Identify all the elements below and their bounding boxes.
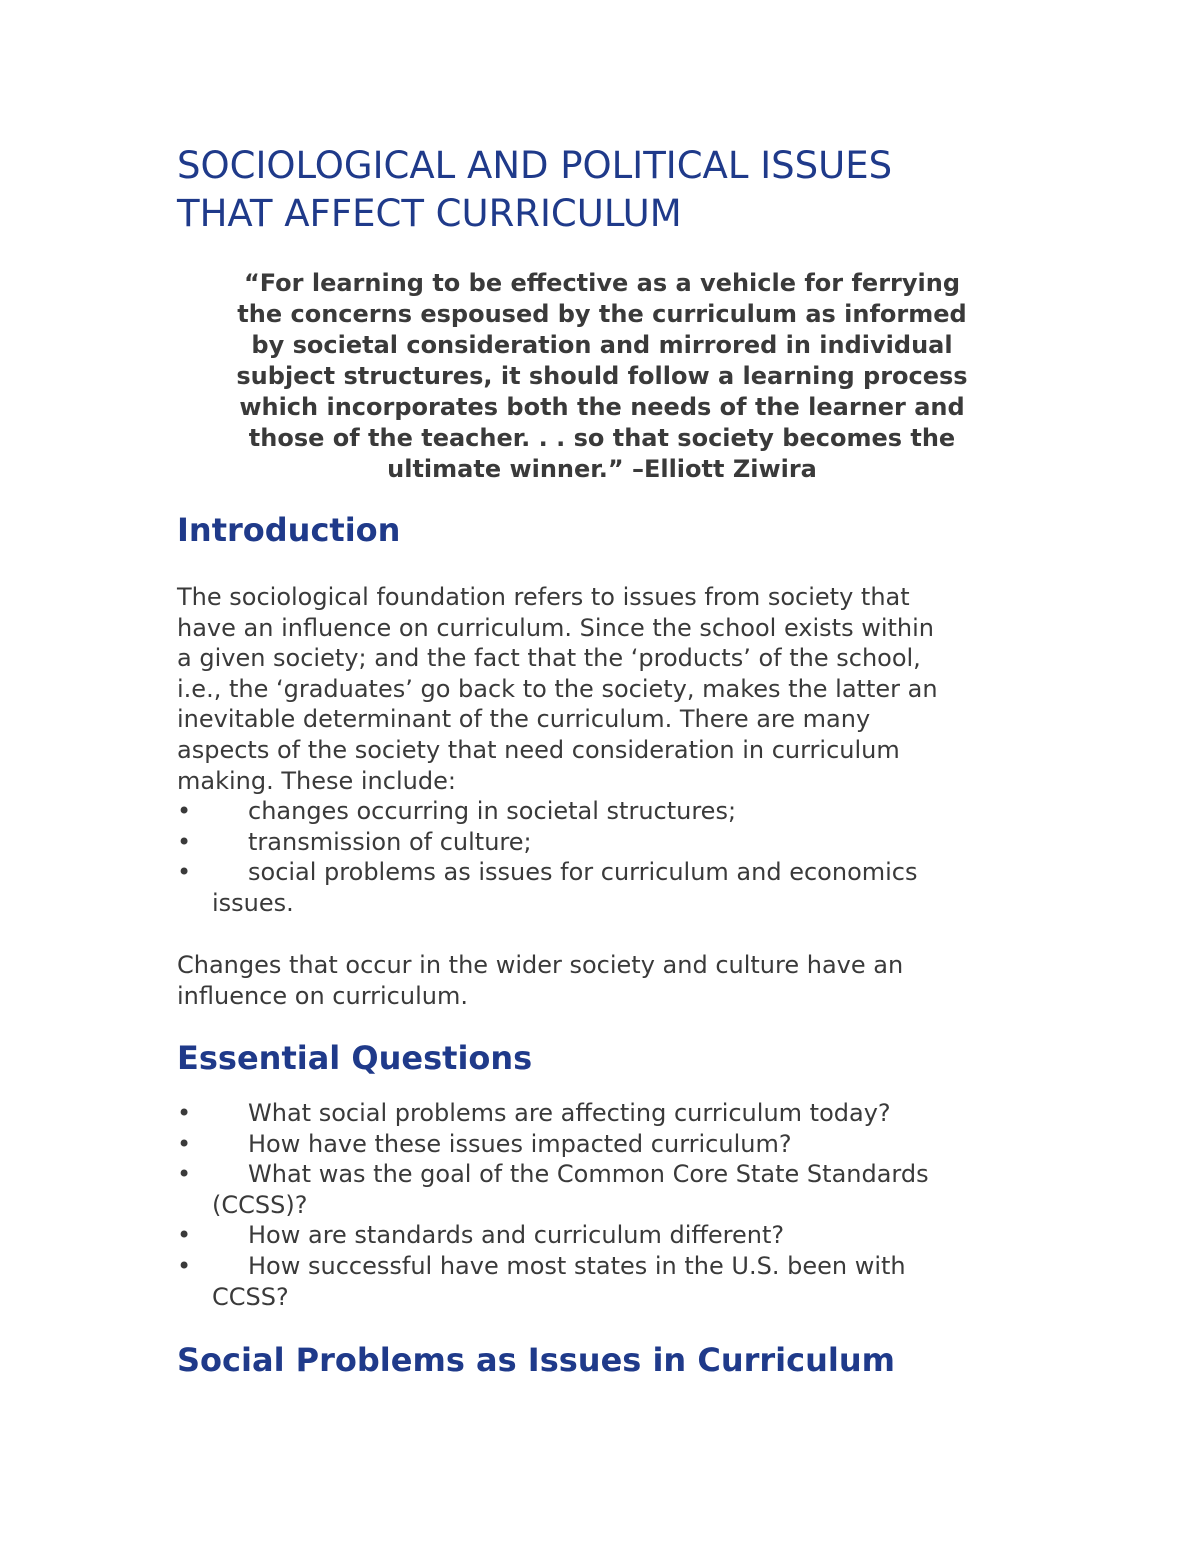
quote-line: which incorporates both the needs of the learner and bbox=[239, 393, 965, 421]
list-item-text: How successful have most states in the U.S. been with bbox=[248, 1251, 906, 1280]
introduction-heading: Introduction bbox=[177, 511, 401, 549]
introduction-paragraph bbox=[177, 582, 1027, 796]
list-item-continuation: issues. bbox=[212, 888, 294, 917]
essential-questions-heading: Essential Questions bbox=[177, 1039, 533, 1077]
bullet-icon: • bbox=[177, 797, 192, 825]
introduction-bullet-list bbox=[177, 796, 1027, 918]
list-item-text: What was the goal of the Common Core State Standards bbox=[248, 1160, 929, 1189]
list-item-text: transmission of culture; bbox=[248, 827, 532, 856]
quote-line: those of the teacher. . . so that society becomes the bbox=[248, 424, 956, 452]
list-item-text: social problems as issues for curriculum and economics bbox=[248, 858, 918, 887]
list-item-text: What social problems are affecting curriculum today? bbox=[248, 1099, 891, 1127]
list-item-continuation: (CCSS)? bbox=[212, 1190, 308, 1219]
paragraph-line: a given society; and the fact that the ‘products’ of the school, bbox=[177, 644, 921, 673]
bullet-icon: • bbox=[177, 1251, 192, 1280]
list-item-text: How have these issues impacted curriculum? bbox=[248, 1129, 792, 1158]
quote-line: “For learning to be effective as a vehicle for ferrying bbox=[243, 269, 961, 297]
paragraph-line: i.e., the ‘graduates’ go back to the society, makes the latter an bbox=[177, 674, 938, 703]
essential-questions-list bbox=[177, 1098, 1027, 1312]
list-item-continuation: CCSS? bbox=[212, 1282, 289, 1311]
document-title bbox=[177, 142, 1027, 238]
list-item bbox=[177, 857, 1027, 918]
title-line: SOCIOLOGICAL AND POLITICAL ISSUES bbox=[177, 144, 893, 187]
bullet-icon: • bbox=[177, 1129, 192, 1158]
list-item bbox=[177, 827, 1027, 858]
paragraph-line: aspects of the society that need consideration in curriculum bbox=[177, 735, 900, 764]
introduction-closing-paragraph bbox=[177, 950, 1027, 1011]
list-item-text: How are standards and curriculum different? bbox=[248, 1221, 785, 1250]
social-problems-heading: Social Problems as Issues in Curriculum bbox=[177, 1341, 895, 1379]
quote-line: the concerns espoused by the curriculum as informed bbox=[237, 300, 967, 328]
list-item bbox=[177, 1159, 1027, 1220]
paragraph-line: inevitable determinant of the curriculum. There are many bbox=[177, 705, 871, 734]
list-item bbox=[177, 796, 1027, 827]
paragraph-line: The sociological foundation refers to issues from society that bbox=[177, 583, 910, 611]
list-item bbox=[177, 1220, 1027, 1251]
bullet-icon: • bbox=[177, 827, 192, 856]
list-item bbox=[177, 1129, 1027, 1160]
bullet-icon: • bbox=[177, 1160, 192, 1189]
quote-line: subject structures, it should follow a learning process bbox=[236, 362, 968, 390]
quote-line: by societal consideration and mirrored in individual bbox=[251, 331, 953, 359]
bullet-icon: • bbox=[177, 858, 192, 887]
title-line: THAT AFFECT CURRICULUM bbox=[177, 192, 682, 235]
list-item-text: changes occurring in societal structures; bbox=[248, 797, 737, 825]
bullet-icon: • bbox=[177, 1099, 192, 1127]
paragraph-line: have an influence on curriculum. Since the school exists within bbox=[177, 613, 935, 642]
paragraph-line: influence on curriculum. bbox=[177, 981, 468, 1010]
epigraph-quote bbox=[177, 268, 1027, 485]
quote-line: ultimate winner.” –Elliott Ziwira bbox=[387, 455, 817, 483]
bullet-icon: • bbox=[177, 1221, 192, 1250]
list-item bbox=[177, 1098, 1027, 1129]
paragraph-line: making. These include: bbox=[177, 766, 456, 795]
list-item bbox=[177, 1251, 1027, 1312]
paragraph-line: Changes that occur in the wider society and culture have an bbox=[177, 951, 904, 979]
